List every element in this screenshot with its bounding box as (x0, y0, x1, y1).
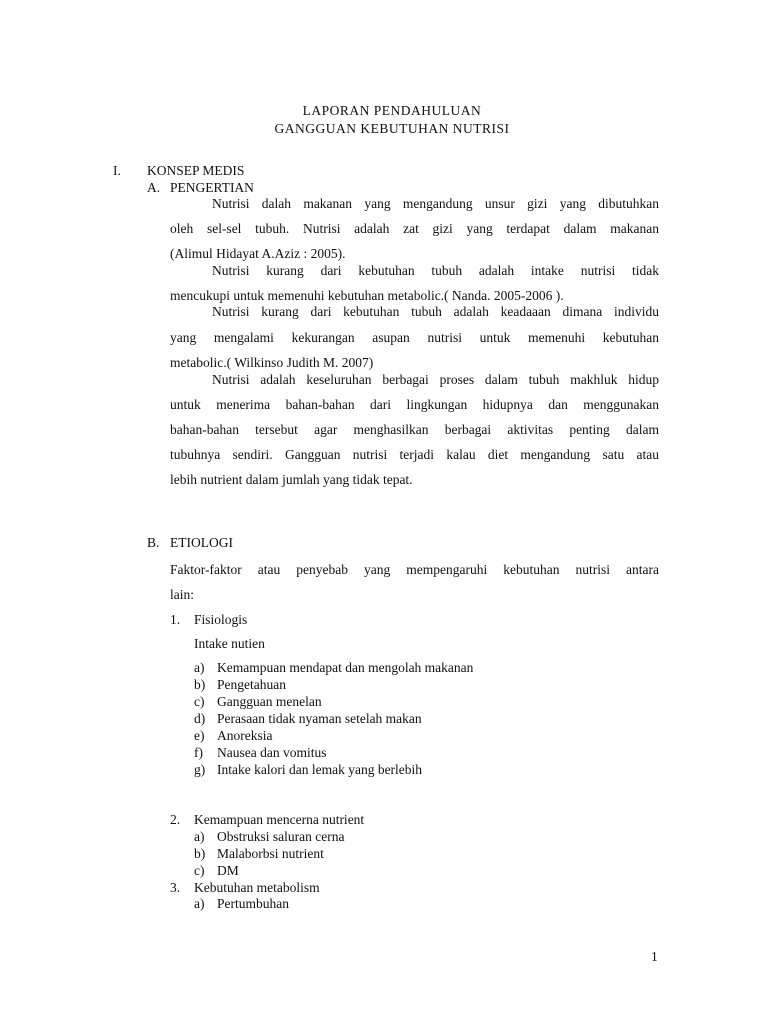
subsection-title: PENGERTIAN (170, 180, 254, 195)
list-item: Gangguan menelan (217, 694, 322, 709)
list-item-letter: b) (194, 677, 206, 692)
paragraph-line: mencukupi untuk memenuhi kebutuhan metabolic.( Nanda. 2005-2006 ). (170, 288, 564, 303)
list-item: Pengetahuan (217, 677, 286, 692)
list-number: 1. (170, 612, 181, 627)
paragraph-line: Faktor-faktor atau penyebab yang mempengaruhi kebutuhan nutrisi antara (170, 562, 659, 577)
paragraph-line: yang mengalami kekurangan asupan nutrisi untuk memenuhi kebutuhan (170, 330, 659, 345)
list-label: Kemampuan mencerna nutrient (194, 812, 365, 827)
paragraph-line: metabolic.( Wilkinso Judith M. 2007) (170, 355, 374, 370)
list-item-letter: b) (194, 846, 206, 861)
list-item-letter: a) (194, 896, 205, 911)
list-item-letter: c) (194, 694, 205, 709)
list-item: Nausea dan vomitus (217, 745, 327, 760)
list-item: Malaborbsi nutrient (217, 846, 324, 861)
list-item-letter: e) (194, 728, 205, 743)
paragraph-line: Nutrisi kurang dari kebutuhan tubuh adalah keadaaan dimana individu (212, 304, 659, 319)
paragraph-line: oleh sel-sel tubuh. Nutrisi adalah zat gizi yang terdapat dalam makanan (170, 221, 659, 236)
paragraph-line: untuk menerima bahan-bahan dari lingkungan hidupnya dan menggunakan (170, 397, 659, 412)
list-item: Kemampuan mendapat dan mengolah makanan (217, 660, 474, 675)
title-line-2: GANGGUAN KEBUTUHAN NUTRISI (274, 121, 510, 136)
paragraph-line: (Alimul Hidayat A.Aziz : 2005). (170, 246, 346, 261)
paragraph-line: Nutrisi dalah makanan yang mengandung unsur gizi yang dibutuhkan (212, 196, 659, 211)
subsection-letter: B. (147, 535, 160, 550)
list-item: Perasaan tidak nyaman setelah makan (217, 711, 422, 726)
section-title: KONSEP MEDIS (147, 163, 245, 178)
paragraph-line: Nutrisi kurang dari kebutuhan tubuh adalah intake nutrisi tidak (212, 263, 659, 278)
list-item-letter: c) (194, 863, 205, 878)
list-item-letter: d) (194, 711, 206, 726)
list-item-letter: a) (194, 660, 205, 675)
list-item: DM (217, 863, 239, 878)
paragraph-line: tubuhnya sendiri. Gangguan nutrisi terjadi kalau diet mengandung satu atau (170, 447, 659, 462)
list-item-letter: a) (194, 829, 205, 844)
section-number: I. (113, 163, 121, 178)
list-item-letter: f) (194, 745, 203, 760)
list-sublabel: Intake nutien (194, 636, 265, 651)
title-line-1: LAPORAN PENDAHULUAN (302, 103, 482, 118)
paragraph-line: bahan-bahan tersebut agar menghasilkan berbagai aktivitas penting dalam (170, 422, 659, 437)
paragraph-line: Nutrisi adalah keseluruhan berbagai proses dalam tubuh makhluk hidup (212, 372, 659, 387)
list-item: Intake kalori dan lemak yang berlebih (217, 762, 423, 777)
list-item: Obstruksi saluran cerna (217, 829, 345, 844)
list-item-letter: g) (194, 762, 206, 777)
list-number: 2. (170, 812, 181, 827)
subsection-letter: A. (147, 180, 161, 195)
paragraph-line: lain: (170, 587, 194, 602)
list-item: Anoreksia (217, 728, 273, 743)
list-number: 3. (170, 880, 181, 895)
list-label: Kebutuhan metabolism (194, 880, 320, 895)
subsection-title: ETIOLOGI (170, 535, 233, 550)
page-number: 1 (651, 949, 658, 964)
paragraph-line: lebih nutrient dalam jumlah yang tidak tepat. (170, 472, 413, 487)
list-label: Fisiologis (194, 612, 248, 627)
list-item: Pertumbuhan (217, 896, 289, 911)
